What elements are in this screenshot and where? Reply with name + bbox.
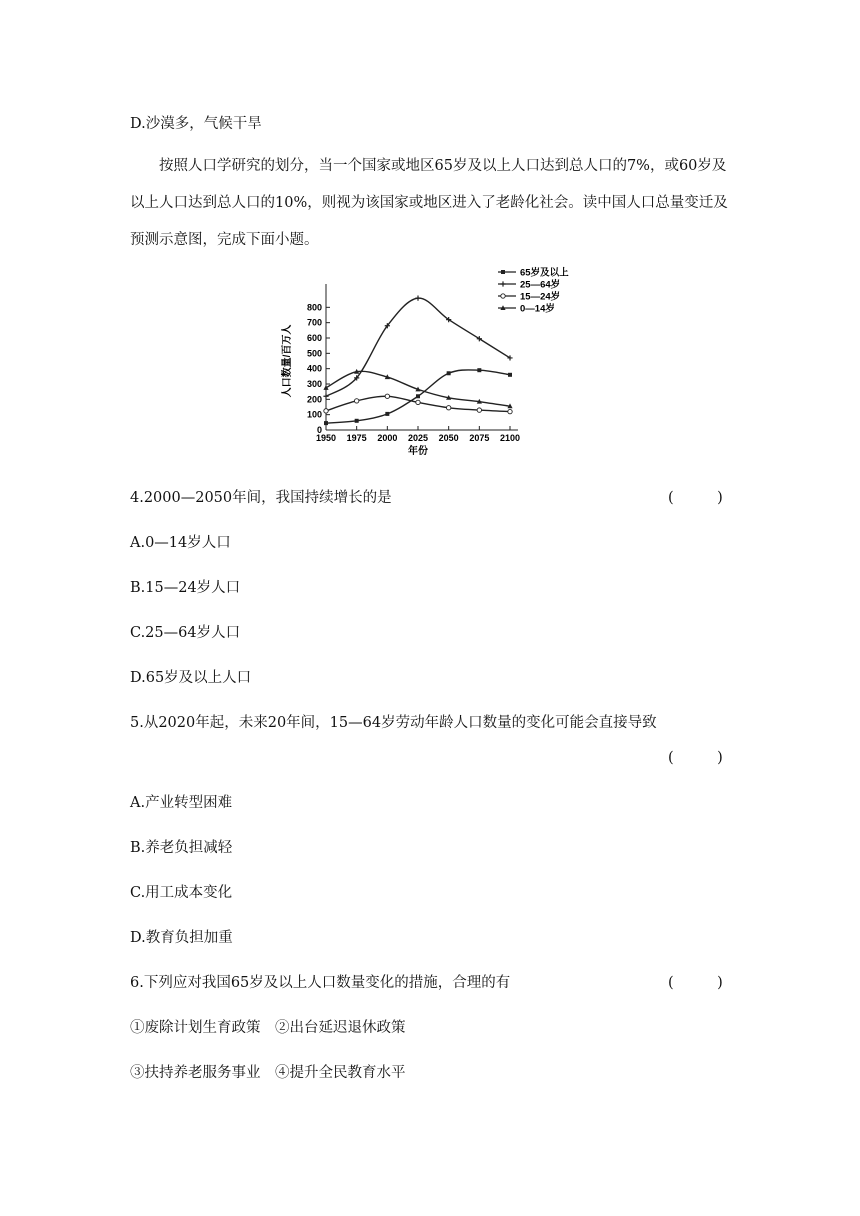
data-point bbox=[355, 419, 359, 423]
x-tick-label: 2025 bbox=[407, 433, 429, 443]
x-axis-label: 年份 bbox=[408, 446, 428, 457]
q4-option-d[interactable]: D.65岁及以上人口 bbox=[130, 670, 252, 686]
q5-option-c[interactable]: C.用工成本变化 bbox=[130, 885, 233, 901]
q5-stem: 5.从2020年起，未来20年间，15—64岁劳动年龄人口数量的变化可能会直接导致 bbox=[130, 715, 657, 731]
q5-option-a[interactable]: A.产业转型困难 bbox=[130, 795, 233, 811]
series-2 bbox=[323, 296, 512, 399]
legend-entry bbox=[498, 279, 560, 291]
data-point bbox=[477, 368, 481, 372]
x-tick-label: 2075 bbox=[469, 433, 490, 443]
legend-label: 25—64岁 bbox=[520, 279, 561, 291]
data-point bbox=[447, 371, 451, 375]
legend-entry bbox=[498, 267, 569, 279]
x-tick-label: 1975 bbox=[346, 433, 367, 443]
y-tick-label: 200 bbox=[306, 394, 322, 405]
q4-option-a[interactable]: A.0—14岁人口 bbox=[130, 535, 231, 551]
y-tick-label: 300 bbox=[306, 379, 322, 389]
legend-swatch-marker bbox=[501, 294, 505, 298]
chart-legend bbox=[498, 267, 569, 315]
x-tick-label: 2050 bbox=[438, 433, 459, 443]
q4-option-c[interactable]: C.25—64岁人口 bbox=[130, 625, 241, 641]
q6-stem: 6.下列应对我国65岁及以上人口数量变化的措施，合理的有 bbox=[130, 975, 511, 991]
data-point bbox=[324, 409, 328, 413]
y-axis-label: 人口数量/百万人 bbox=[282, 324, 293, 398]
series-1 bbox=[324, 368, 512, 425]
data-point bbox=[416, 400, 420, 404]
legend-swatch-marker bbox=[501, 270, 505, 274]
data-point bbox=[354, 399, 358, 403]
data-point bbox=[415, 296, 420, 301]
q4-option-b[interactable]: B.15—24岁人口 bbox=[130, 580, 241, 596]
data-point bbox=[416, 394, 420, 398]
y-tick-label: 800 bbox=[306, 302, 322, 313]
x-tick-label: 2000 bbox=[377, 433, 398, 443]
legend-entry bbox=[498, 303, 555, 315]
q6-answer-paren[interactable]: ( ) bbox=[668, 975, 723, 991]
x-tick-label: 2100 bbox=[499, 433, 521, 443]
data-point bbox=[477, 408, 481, 412]
q5-option-d[interactable]: D.教育负担加重 bbox=[130, 930, 233, 946]
legend-label: 0—14岁 bbox=[520, 303, 555, 315]
legend-label: 65岁及以上 bbox=[520, 267, 569, 279]
prev-option-d: D.沙漠多，气候干旱 bbox=[130, 116, 262, 132]
data-point bbox=[508, 409, 512, 413]
q4-stem: 4.2000—2050年间，我国持续增长的是 bbox=[130, 490, 392, 506]
q4-answer-paren[interactable]: ( ) bbox=[668, 490, 723, 506]
q5-answer-paren[interactable]: ( ) bbox=[668, 750, 723, 766]
y-tick-label: 500 bbox=[306, 348, 322, 359]
y-tick-label: 700 bbox=[306, 317, 322, 328]
data-point bbox=[446, 406, 450, 410]
q6-items-line-1: ①废除计划生育政策 ②出台延迟退休政策 bbox=[130, 1020, 406, 1036]
q6-items-line-2: ③扶持养老服务事业 ④提升全民教育水平 bbox=[130, 1065, 406, 1081]
chart-series-lines bbox=[323, 296, 512, 426]
data-point bbox=[385, 394, 389, 398]
data-point bbox=[385, 412, 389, 416]
q5-option-b[interactable]: B.养老负担减轻 bbox=[130, 840, 233, 856]
data-point bbox=[508, 373, 512, 377]
legend-entry bbox=[498, 291, 560, 303]
legend-label: 15—24岁 bbox=[520, 291, 561, 303]
y-tick-label: 400 bbox=[306, 363, 322, 374]
data-point bbox=[324, 421, 328, 425]
data-point bbox=[323, 394, 328, 399]
y-tick-label: 600 bbox=[306, 333, 322, 343]
y-tick-label: 100 bbox=[306, 409, 322, 420]
x-tick-label: 1950 bbox=[315, 433, 337, 443]
population-line-chart bbox=[270, 262, 590, 462]
intro-paragraph: 按照人口学研究的划分，当一个国家或地区65岁及以上人口达到总人口的7%，或60岁及以上人口达到总人口的10%，则视为该国家或地区进入了老龄化社会。读中国人口总量变迁及预测示意图，完成下面小题。 bbox=[130, 158, 728, 248]
legend-swatch-marker bbox=[500, 281, 505, 286]
series-line bbox=[326, 298, 510, 396]
y-tick-label: 0 bbox=[316, 425, 322, 435]
